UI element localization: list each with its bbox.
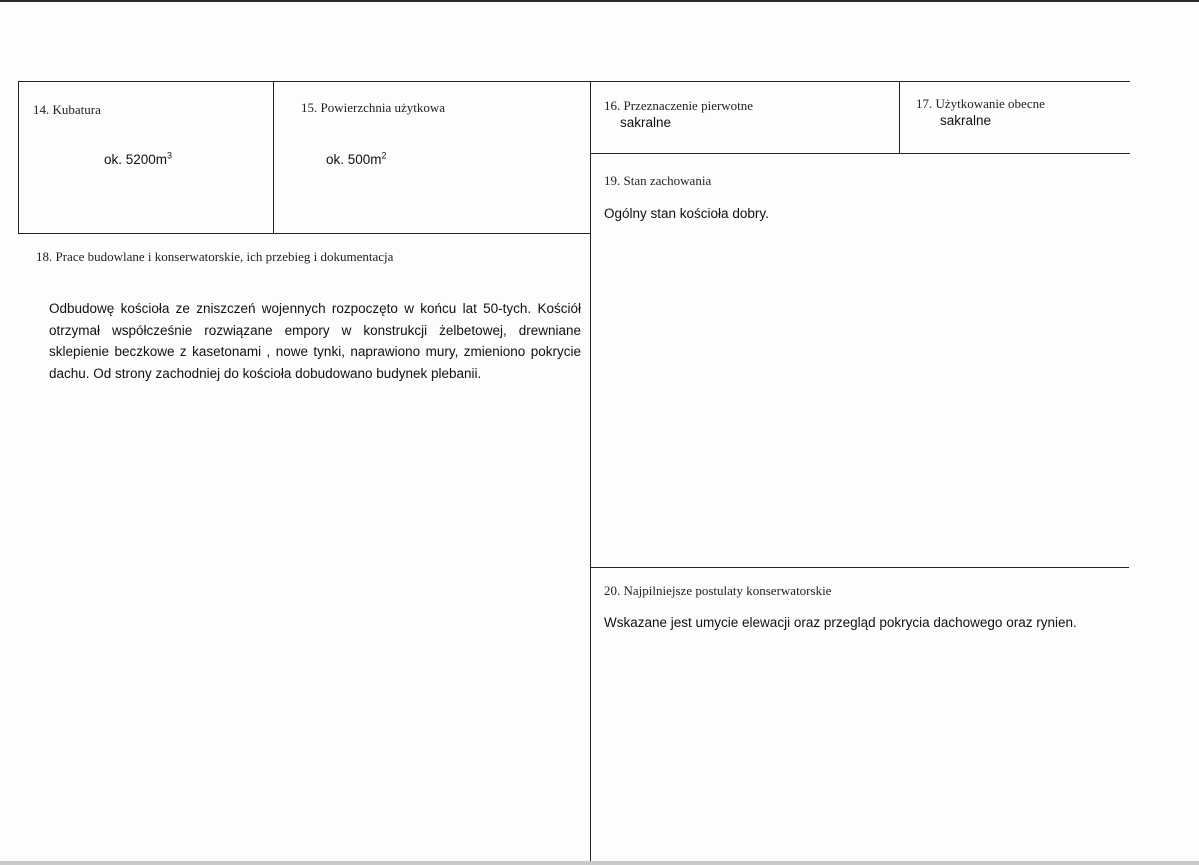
field-17-label: 17. Użytkowanie obecne bbox=[916, 96, 1045, 111]
scan-bottom-edge bbox=[0, 861, 1199, 865]
field-17-value: sakralne bbox=[940, 113, 992, 128]
field-18-text: Odbudowę kościoła ze zniszczeń wojennych rozpoczęto w końcu lat 50-tych. Kościół otrzymał współcześnie rozwiązane empory w konstrukcji żelbetowej, drewniane sklepienie beczkowe z kasetonami , nowe tynki, naprawiono mury, zmieniono pokrycie dachu. Od strony zachodniej do kościoła dobudowano budynek plebanii. bbox=[49, 301, 581, 381]
rule-below-14-15 bbox=[18, 233, 591, 234]
scan-top-edge bbox=[0, 0, 1199, 2]
center-divider bbox=[590, 81, 591, 861]
rule-above-20 bbox=[591, 567, 1129, 568]
field-15-label: 15. Powierzchnia użytkowa bbox=[301, 100, 446, 115]
field-15-value-text: ok. 500m bbox=[326, 152, 382, 167]
field-18-label: 18. Prace budowlane i konserwatorskie, ich przebieg i dokumentacja bbox=[36, 249, 394, 264]
field-15-value-exponent: 2 bbox=[381, 150, 387, 161]
divider-14-15 bbox=[18, 81, 19, 233]
field-14-label: 14. Kubatura bbox=[33, 102, 101, 117]
field-14-value bbox=[104, 152, 172, 167]
rule-below-16-17 bbox=[591, 153, 1130, 154]
field-20-text: Wskazane jest umycie elewacji oraz przegląd pokrycia dachowego oraz rynien. bbox=[604, 615, 1077, 630]
field-16-value: sakralne bbox=[620, 115, 672, 130]
field-16-label: 16. Przeznaczenie pierwotne bbox=[604, 98, 754, 113]
field-19-text: Ogólny stan kościoła dobry. bbox=[604, 206, 769, 221]
field-15-value bbox=[326, 152, 387, 167]
field-14-value-text: ok. 5200m bbox=[104, 152, 168, 167]
field-14-value-exponent: 3 bbox=[167, 150, 173, 161]
field-19-label: 19. Stan zachowania bbox=[604, 173, 712, 188]
top-rule bbox=[18, 81, 1130, 82]
divider-16-17 bbox=[899, 81, 900, 153]
divider-15-16 bbox=[273, 81, 274, 233]
field-20-label: 20. Najpilniejsze postulaty konserwatorskie bbox=[604, 583, 832, 598]
